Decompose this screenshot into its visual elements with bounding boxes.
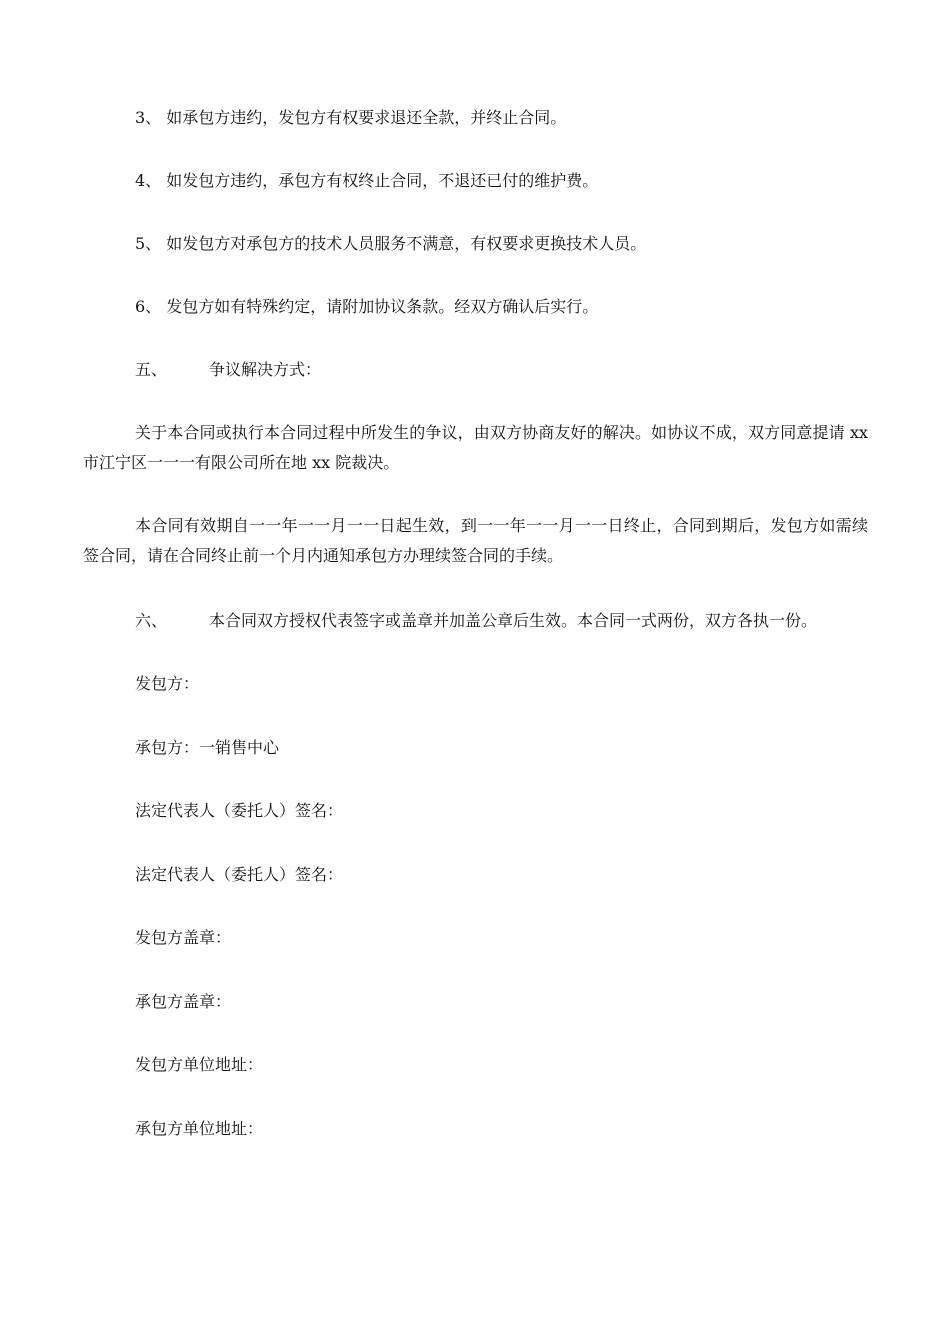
seal-party-b: 承包方盖章： bbox=[135, 992, 232, 1011]
section-five-title: 争议解决方式： bbox=[209, 360, 322, 379]
signature-representative-a: 法定代表人（委托人）签名： bbox=[135, 801, 344, 820]
section-five-heading bbox=[135, 360, 321, 380]
clause-5: 5、 如发包方对承包方的技术人员服务不满意，有权要求更换技术人员。 bbox=[135, 234, 647, 253]
address-party-b: 承包方单位地址： bbox=[135, 1119, 264, 1138]
clause-6: 6、 发包方如有特殊约定，请附加协议条款。经双方确认后实行。 bbox=[135, 297, 599, 316]
clause-4: 4、 如发包方违约，承包方有权终止合同，不退还已付的维护费。 bbox=[135, 171, 599, 190]
clause-3: 3、 如承包方违约，发包方有权要求退还全款，并终止合同。 bbox=[135, 108, 567, 127]
section-six-text: 本合同双方授权代表签字或盖章并加盖公章后生效。本合同一式两份，双方各执一份。 bbox=[209, 611, 818, 630]
section-six-number: 六、 bbox=[135, 611, 168, 630]
address-party-a: 发包方单位地址： bbox=[135, 1055, 264, 1074]
signature-party-b: 承包方：一销售中心 bbox=[135, 738, 280, 757]
signature-representative-b: 法定代表人（委托人）签名： bbox=[135, 865, 344, 884]
section-five-number: 五、 bbox=[135, 360, 168, 379]
signature-party-a: 发包方： bbox=[135, 674, 200, 693]
section-six-heading bbox=[135, 611, 817, 631]
seal-party-a: 发包方盖章： bbox=[135, 928, 232, 947]
validity-paragraph: 本合同有效期自一一年一一月一一日起生效，到一一年一一月一一日终止，合同到期后，发包方如需续签合同，请在合同终止前一个月内通知承包方办理续签合同的手续。 bbox=[83, 516, 868, 565]
dispute-paragraph: 关于本合同或执行本合同过程中所发生的争议，由双方协商友好的解决。如协议不成，双方同意提请 xx 市江宁区一一一有限公司所在地 xx 院裁决。 bbox=[83, 423, 868, 472]
